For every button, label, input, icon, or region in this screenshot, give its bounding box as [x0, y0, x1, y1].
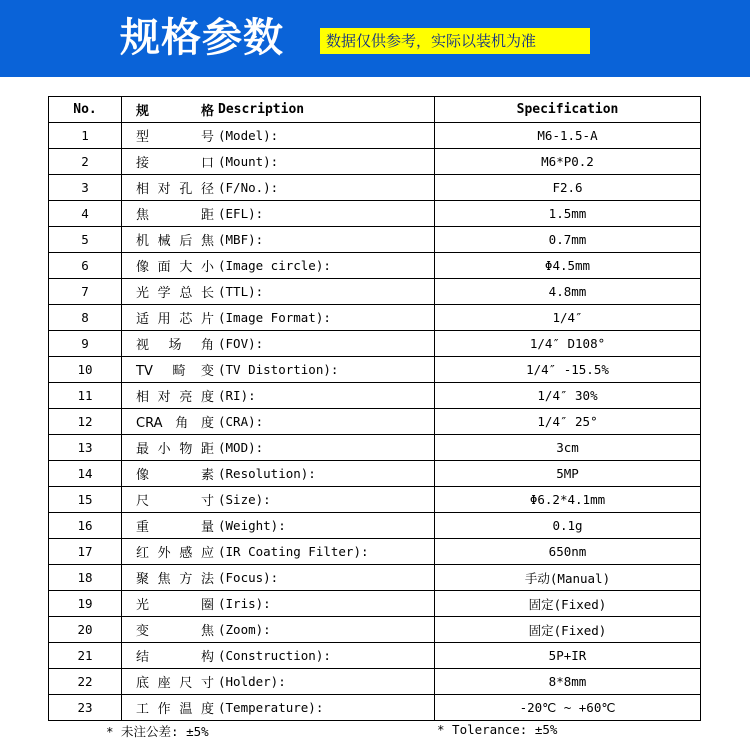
row-number: 5 — [49, 227, 122, 253]
description-en: (TTL): — [218, 284, 264, 299]
row-specification: 手动(Manual) — [435, 565, 701, 591]
description-en: (RI): — [218, 388, 256, 403]
row-description — [122, 149, 435, 175]
table-row — [49, 539, 701, 565]
row-specification: 4.8mm — [435, 279, 701, 305]
table-row — [49, 565, 701, 591]
row-description — [122, 643, 435, 669]
description-cn: 光学总长 — [136, 286, 214, 301]
row-number: 10 — [49, 357, 122, 383]
spec-table — [48, 96, 701, 721]
description-cn: 接口 — [136, 156, 214, 171]
description-cn: 适用芯片 — [136, 312, 214, 327]
description-cn: CRA角度 — [136, 416, 214, 431]
description-en: (TV Distortion): — [218, 362, 339, 377]
row-number: 12 — [49, 409, 122, 435]
disclaimer-note: 数据仅供参考，实际以装机为准 — [320, 28, 590, 54]
description-en: (Iris): — [218, 596, 271, 611]
row-specification: 1/4″ -15.5% — [435, 357, 701, 383]
description-cn: 像素 — [136, 468, 214, 483]
description-en: (Size): — [218, 492, 271, 507]
row-description — [122, 123, 435, 149]
table-row — [49, 253, 701, 279]
table-row — [49, 695, 701, 721]
header-banner — [0, 0, 750, 77]
table-row — [49, 331, 701, 357]
row-description — [122, 591, 435, 617]
row-description — [122, 253, 435, 279]
description-en: (IR Coating Filter): — [218, 544, 369, 559]
description-en: (Weight): — [218, 518, 286, 533]
row-specification: 1/4″ 25° — [435, 409, 701, 435]
header-no: No. — [49, 97, 122, 123]
description-cn: 变焦 — [136, 624, 214, 639]
row-specification: 1/4″ 30% — [435, 383, 701, 409]
description-cn: 工作温度 — [136, 702, 214, 717]
table-row — [49, 123, 701, 149]
description-cn: 型号 — [136, 130, 214, 145]
row-specification: 5MP — [435, 461, 701, 487]
table-row — [49, 357, 701, 383]
table-row — [49, 305, 701, 331]
row-description — [122, 227, 435, 253]
row-description — [122, 539, 435, 565]
description-en: (Zoom): — [218, 622, 271, 637]
description-en: (FOV): — [218, 336, 264, 351]
description-cn: 机械后焦 — [136, 234, 214, 249]
row-specification: M6-1.5-A — [435, 123, 701, 149]
description-cn: 结构 — [136, 650, 214, 665]
table-row — [49, 461, 701, 487]
description-cn: 焦距 — [136, 208, 214, 223]
table-row — [49, 227, 701, 253]
row-description — [122, 331, 435, 357]
table-row — [49, 513, 701, 539]
row-number: 22 — [49, 669, 122, 695]
row-description — [122, 513, 435, 539]
row-specification: Φ4.5mm — [435, 253, 701, 279]
row-description — [122, 383, 435, 409]
row-specification: 1/4″ D108° — [435, 331, 701, 357]
table-row — [49, 487, 701, 513]
row-description — [122, 461, 435, 487]
description-cn: 底座尺寸 — [136, 676, 214, 691]
row-specification: Φ6.2*4.1mm — [435, 487, 701, 513]
description-cn: 聚焦方法 — [136, 572, 214, 587]
table-row — [49, 383, 701, 409]
description-cn: 视场角 — [136, 338, 214, 353]
row-description — [122, 201, 435, 227]
description-en: (F/No.): — [218, 180, 279, 195]
row-description — [122, 435, 435, 461]
description-en: (Holder): — [218, 674, 286, 689]
description-cn: 红外感应 — [136, 546, 214, 561]
table-row — [49, 409, 701, 435]
description-cn: 尺寸 — [136, 494, 214, 509]
row-specification: 固定(Fixed) — [435, 591, 701, 617]
description-cn: 重量 — [136, 520, 214, 535]
table-row — [49, 643, 701, 669]
row-number: 11 — [49, 383, 122, 409]
table-row — [49, 149, 701, 175]
description-cn: 相对亮度 — [136, 390, 214, 405]
row-number: 14 — [49, 461, 122, 487]
row-specification: 固定(Fixed) — [435, 617, 701, 643]
row-number: 20 — [49, 617, 122, 643]
row-number: 1 — [49, 123, 122, 149]
row-number: 23 — [49, 695, 122, 721]
page-title: 规格参数 — [120, 15, 284, 61]
tolerance-note-en: * Tolerance: ±5% — [437, 722, 558, 737]
row-specification: 0.1g — [435, 513, 701, 539]
row-specification: 5P+IR — [435, 643, 701, 669]
row-number: 6 — [49, 253, 122, 279]
description-en: (Image Format): — [218, 310, 331, 325]
header-description — [122, 97, 435, 123]
table-body — [49, 123, 701, 721]
description-en: (Mount): — [218, 154, 279, 169]
row-number: 2 — [49, 149, 122, 175]
description-en: (MBF): — [218, 232, 264, 247]
table-row — [49, 591, 701, 617]
description-en: (Temperature): — [218, 700, 324, 715]
row-description — [122, 175, 435, 201]
description-cn: 相对孔径 — [136, 182, 214, 197]
table-row — [49, 435, 701, 461]
row-specification: -20℃ ~ +60℃ — [435, 695, 701, 721]
row-number: 17 — [49, 539, 122, 565]
row-number: 21 — [49, 643, 122, 669]
header-description-en: Description — [218, 102, 305, 117]
description-cn: 最小物距 — [136, 442, 214, 457]
header-specification: Specification — [435, 97, 701, 123]
row-number: 8 — [49, 305, 122, 331]
row-description — [122, 279, 435, 305]
description-en: (MOD): — [218, 440, 264, 455]
row-description — [122, 617, 435, 643]
row-number: 7 — [49, 279, 122, 305]
description-en: (Focus): — [218, 570, 279, 585]
row-specification: 1/4″ — [435, 305, 701, 331]
table-row — [49, 669, 701, 695]
table-row — [49, 175, 701, 201]
description-en: (Model): — [218, 128, 279, 143]
row-number: 15 — [49, 487, 122, 513]
row-specification: 0.7mm — [435, 227, 701, 253]
description-en: (Image circle): — [218, 258, 331, 273]
table-row — [49, 279, 701, 305]
table-header-row — [49, 97, 701, 123]
description-en: (CRA): — [218, 414, 264, 429]
row-specification: 8*8mm — [435, 669, 701, 695]
description-en: (EFL): — [218, 206, 264, 221]
row-description — [122, 409, 435, 435]
row-number: 3 — [49, 175, 122, 201]
description-en: (Construction): — [218, 648, 331, 663]
row-number: 9 — [49, 331, 122, 357]
row-specification: 1.5mm — [435, 201, 701, 227]
row-number: 19 — [49, 591, 122, 617]
row-specification: M6*P0.2 — [435, 149, 701, 175]
tolerance-note-cn: * 未注公差: ±5% — [106, 724, 209, 739]
row-number: 18 — [49, 565, 122, 591]
description-en: (Resolution): — [218, 466, 316, 481]
description-cn: TV 畸变 — [136, 364, 214, 379]
row-description — [122, 695, 435, 721]
row-description — [122, 357, 435, 383]
row-description — [122, 305, 435, 331]
row-number: 4 — [49, 201, 122, 227]
header-description-cn: 规 格 — [136, 104, 214, 119]
description-cn: 光圈 — [136, 598, 214, 613]
row-number: 13 — [49, 435, 122, 461]
row-description — [122, 487, 435, 513]
row-specification: 3cm — [435, 435, 701, 461]
row-number: 16 — [49, 513, 122, 539]
row-specification: F2.6 — [435, 175, 701, 201]
row-description — [122, 669, 435, 695]
row-specification: 650nm — [435, 539, 701, 565]
row-description — [122, 565, 435, 591]
description-cn: 像面大小 — [136, 260, 214, 275]
table-row — [49, 617, 701, 643]
table-row — [49, 201, 701, 227]
